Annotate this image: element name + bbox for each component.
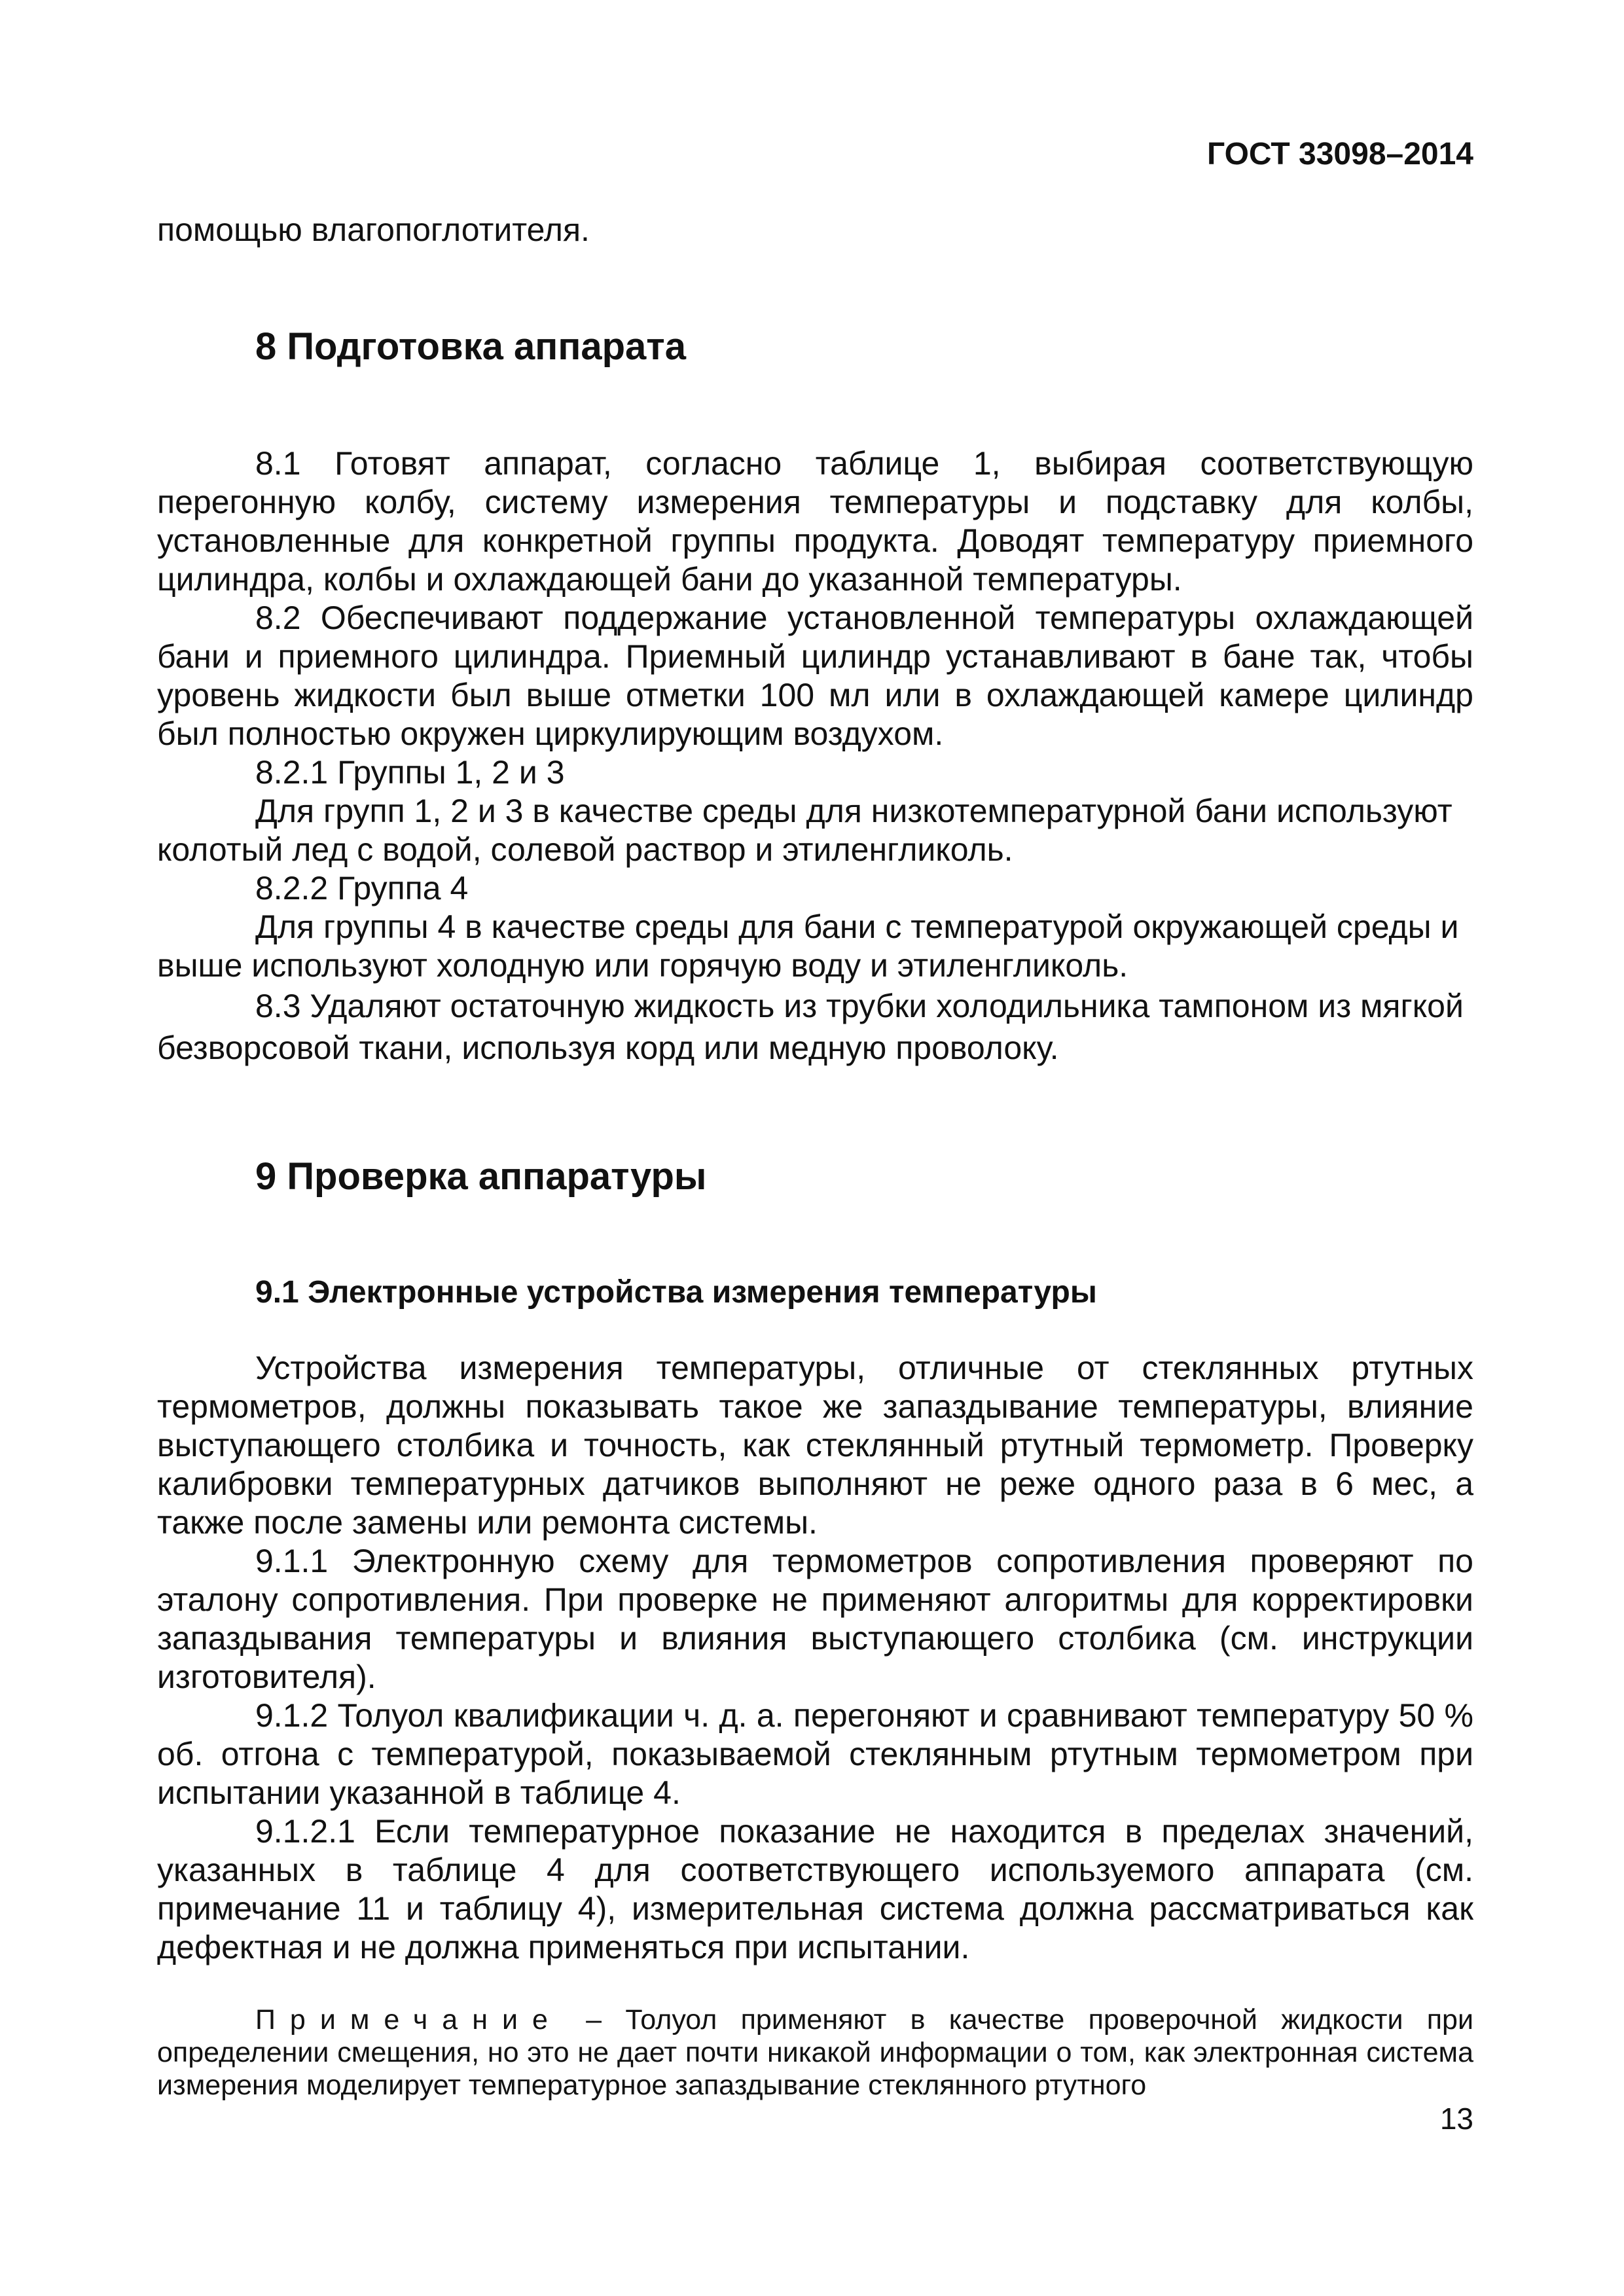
section-9-title: 9 Проверка аппаратуры <box>255 1155 707 1198</box>
paragraph-9-1-1: 9.1.1 Электронную схему для термометров сопротивления проверяют по эталону сопротивления. При проверке не применяют алгоритмы для корректировки запаздывания температуры и влияния выступающего столбика (см. инструкции изготовителя). <box>157 1543 1473 1695</box>
paragraph-8-2-2-title: 8.2.2 Группа 4 <box>255 870 469 906</box>
paragraph-8-2-1-title: 8.2.1 Группы 1, 2 и 3 <box>255 754 565 791</box>
paragraph-8-2-1-text: Для групп 1, 2 и 3 в качестве среды для низкотемпературной бани используют колотый лед с водой, солевой раствор и этиленгликоль. <box>157 793 1453 868</box>
page-content <box>157 211 1473 2102</box>
subsection-9-1-title: 9.1 Электронные устройства измерения температуры <box>255 1275 1097 1310</box>
paragraph-9-1-2: 9.1.2 Толуол квалификации ч. д. а. перегоняют и сравнивают температуру 50 % об. отгона с температурой, показываемой стеклянным ртутным термометром при испытании указанной в таблице 4. <box>157 1697 1473 1811</box>
paragraph-8-2-2-text: Для группы 4 в качестве среды для бани с температурой окружающей среды и выше используют холодную или горячую воду и этиленгликоль. <box>157 908 1459 984</box>
note-paragraph <box>157 2003 1473 2102</box>
paragraph-9-1: Устройства измерения температуры, отличные от стеклянных ртутных термометров, должны показывать такое же запаздывание температуры, влияние выступающего столбика и точность, как стеклянный ртутный термометр. Проверку калибровки температурных датчиков выполняют не реже одного раза в 6 мес, а также после замены или ремонта системы. <box>157 1350 1473 1541</box>
note-label: Примечание <box>255 2004 562 2036</box>
paragraph-8-2: 8.2 Обеспечивают поддержание установленной температуры охлаждающей бани и приемного цилиндра. Приемный цилиндр устанавливают в бане так, чтобы уровень жидкости был выше отметки 100 мл или в охлаждающей камере цилиндр был полностью окружен циркулирующим воздухом. <box>157 600 1473 752</box>
paragraph-9-1-2-1: 9.1.2.1 Если температурное показание не находится в пределах значений, указанных в таблице 4 для соответствующего используемого аппарата (см. примечание 11 и таблицу 4), измерительная система должна рассматриваться как дефектная и не должна применяться при испытании. <box>157 1813 1473 1965</box>
standard-number: ГОСТ 33098–2014 <box>1207 137 1473 171</box>
paragraph-8-3: 8.3 Удаляют остаточную жидкость из трубки холодильника тампоном из мягкой безворсовой ткани, используя корд или медную проволоку. <box>157 988 1464 1066</box>
intro-line: помощью влагопоглотителя. <box>157 211 590 248</box>
paragraph-8-1: 8.1 Готовят аппарат, согласно таблице 1, выбирая соответствующую перегонную колбу, систему измерения температуры и подставку для колбы, установленные для конкретной группы продукта. Доводят температуру приемного цилиндра, колбы и охлаждающей бани до указанной температуры. <box>157 445 1473 598</box>
page-number: 13 <box>1439 2102 1473 2136</box>
note-text: – Толуол применяют в качестве проверочной жидкости при определении смещения, но это не дает почти никакой информации о том, как электронная система измерения моделирует температурное запаздывание стеклянного ртутного <box>157 2004 1473 2101</box>
section-8-title: 8 Подготовка аппарата <box>255 325 686 368</box>
